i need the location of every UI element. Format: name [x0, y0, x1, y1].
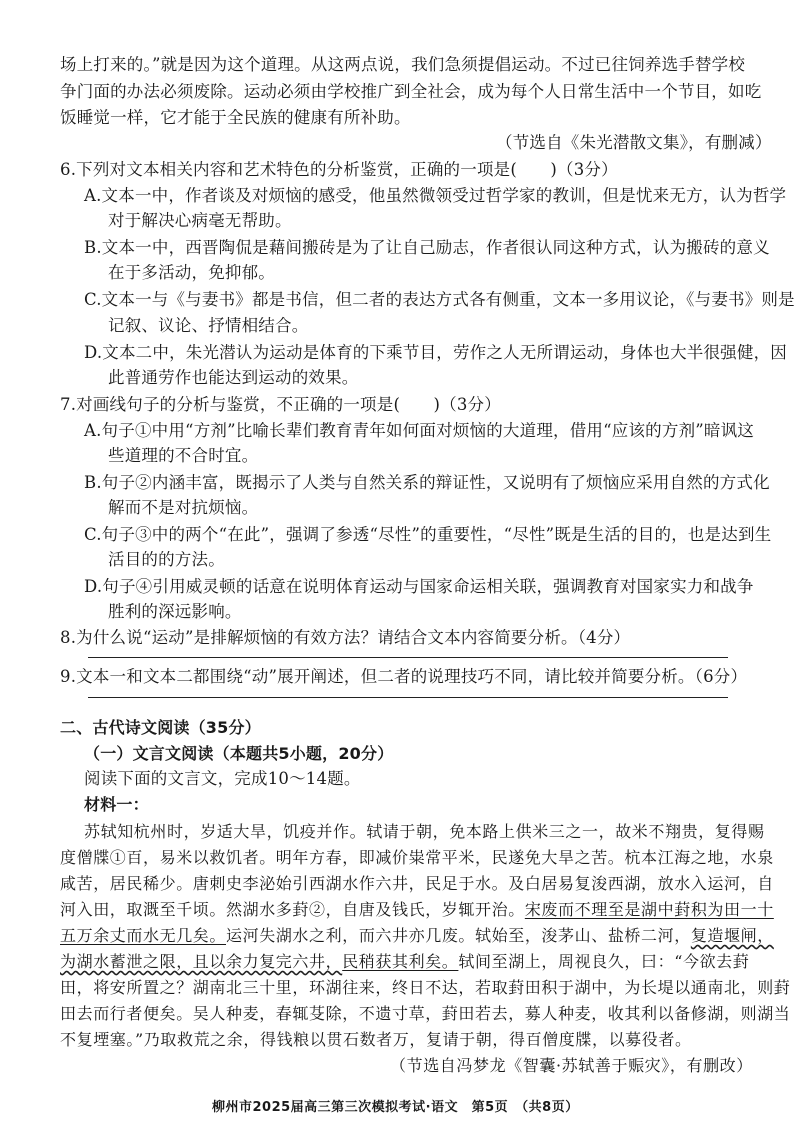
- q6-option-a-line2: 对于解决心病毫无帮助。: [108, 211, 292, 230]
- passage-line-3: 饭睡觉一样，它才能于全民族的健康有所补助。: [60, 108, 411, 127]
- q8-stem: 8.为什么说“运动”是排解烦恼的有效方法？请结合文本内容简要分析。（4分）: [60, 628, 631, 647]
- q9-answer-line[interactable]: [88, 697, 728, 698]
- section-title: 二、古代诗文阅读（35分）: [60, 718, 261, 737]
- underlined-sentence-1a: 宋废而不理至是湖中葑积为田一十: [524, 900, 774, 919]
- q8-answer-line[interactable]: [88, 657, 728, 658]
- q7-option-b-line2: 解而不是对抗烦恼。: [108, 498, 259, 517]
- q6-option-d-line1: D.文本二中，朱光潜认为运动是体育的下乘节目，劳作之人无所谓运动，身体也大半很强健，因: [84, 343, 787, 362]
- passage-line-1: 场上打来的。”就是因为这个道理。从这两点说，我们急须提倡运动。不过已往饲养选手替学校: [60, 55, 746, 74]
- q6-option-c-line1: C.文本一与《与妻书》都是书信，但二者的表达方式各有侧重，文本一多用议论，《与妻书》则是: [84, 290, 795, 309]
- page-footer: 柳州市2025届高三第三次模拟考试·语文 第5页 （共8页）: [212, 1100, 579, 1115]
- q9-stem: 9.文本一和文本二都围绕“动”展开阐述，但二者的说理技巧不同，请比较并简要分析。（6分）: [60, 667, 748, 686]
- classical-line-8: 田去而行者便矣。吴人种麦，春辄芟除，不遗寸草，葑田若去，募人种麦，收其利以备修湖，则湖当: [60, 1004, 791, 1023]
- classical-line-3: 咸苦，居民稀少。唐刺史李泌始引西湖水作六井，民足于水。及白居易复浚西湖，放水入运河，自: [60, 874, 774, 893]
- q7-option-c-line1: C.句子③中的两个“在此”，强调了参透“尽性”的重要性，“尽性”既是生活的目的，也是达到生: [84, 525, 772, 544]
- subsection-title: （一）文言文阅读（本题共5小题，20分）: [84, 744, 394, 763]
- q6-option-a-line1: A.文本一中，作者谈及对烦恼的感受，他虽然微领受过哲学家的教训，但是忧来无方，认为哲学: [84, 186, 787, 205]
- classical-line-4-text: 河入田，取溉至千顷。然湖水多葑②，自唐及钱氏，岁辄开治。: [60, 900, 525, 919]
- q7-option-d-line2: 胜利的深远影响。: [108, 602, 242, 621]
- q7-option-c-line2: 活目的的方法。: [108, 550, 225, 569]
- underlined-sentence-3: 民稍获其利矣。: [342, 952, 459, 971]
- underlined-sentence-1b: 五万余丈而水无几矣。: [60, 926, 227, 945]
- underlined-sentence-2b: 为湖水蓄泄之限，且以余力复完六井，: [60, 952, 343, 971]
- classical-line-1: 苏轼知杭州时，岁适大旱，饥疫并作。轼请于朝，免本路上供米三之一，故米不翔贵，复得赐: [84, 822, 765, 841]
- classical-source: （节选自冯梦龙《智囊·苏轼善于赈灾》，有删改）: [390, 1056, 753, 1075]
- classical-line-4: [60, 900, 774, 920]
- classical-line-2: 度僧牒①百，易米以救饥者。明年方春，即减价粜常平米，民遂免大旱之苦。杭本江海之地，水泉: [60, 848, 774, 867]
- q7-option-b-line1: B.句子②内涵丰富，既揭示了人类与自然关系的辩证性，又说明有了烦恼应采用自然的方式化: [84, 473, 770, 492]
- passage-line-2: 争门面的办法必须废除。运动必须由学校推广到全社会，成为每个人日常生活中一个节目，如吃: [60, 82, 762, 101]
- reading-instruction: 阅读下面的文言文，完成10～14题。: [84, 769, 361, 788]
- underlined-sentence-2a: 复造堰闸，: [690, 926, 774, 945]
- q7-option-a-line2: 些道理的不合时宜。: [108, 446, 259, 465]
- q7-option-a-line1: A.句子①中用“方剂”比喻长辈们教育青年如何面对烦恼的大道理，借用“应该的方剂”暗讽这: [84, 421, 755, 440]
- q7-stem: 7.对画线句子的分析与鉴赏，不正确的一项是( )（3分）: [60, 395, 501, 414]
- q6-stem: 6.下列对文本相关内容和艺术特色的分析鉴赏，正确的一项是( )（3分）: [60, 160, 618, 179]
- material-label: 材料一：: [84, 795, 149, 814]
- classical-line-9: 不复堙塞。”乃取救荒之余，得钱粮以贯石数者万，复请于朝，得百僧度牒，以募役者。: [60, 1030, 692, 1049]
- classical-line-7: 田，将安所置之？湖南北三十里，环湖往来，终日不达，若取葑田积于湖中，为长堤以通南北，则葑: [60, 978, 791, 997]
- q6-option-b-line2: 在于多活动，免抑郁。: [108, 263, 275, 282]
- q6-option-c-line2: 记叙、议论、抒情相结合。: [108, 316, 309, 335]
- passage-source: （节选自《朱光潜散文集》，有删减）: [496, 133, 772, 152]
- q7-option-d-line1: D.句子④引用威灵顿的话意在说明体育运动与国家命运相关联，强调教育对国家实力和战争: [84, 577, 754, 596]
- classical-line-6-rest: 轼间至湖上，周视良久，曰：“今欲去葑: [458, 952, 750, 971]
- q6-option-d-line2: 此普通劳作也能达到运动的效果。: [108, 368, 359, 387]
- classical-line-5: [60, 926, 774, 946]
- q6-option-b-line1: B.文本一中，西晋陶侃是藉间搬砖是为了让自己励志，作者很认同这种方式，认为搬砖的意义: [84, 238, 770, 257]
- classical-line-5-rest: 运河失湖水之利，而六井亦几废。轼始至，浚茅山、盐桥二河，: [226, 926, 691, 945]
- classical-line-6: [60, 952, 749, 972]
